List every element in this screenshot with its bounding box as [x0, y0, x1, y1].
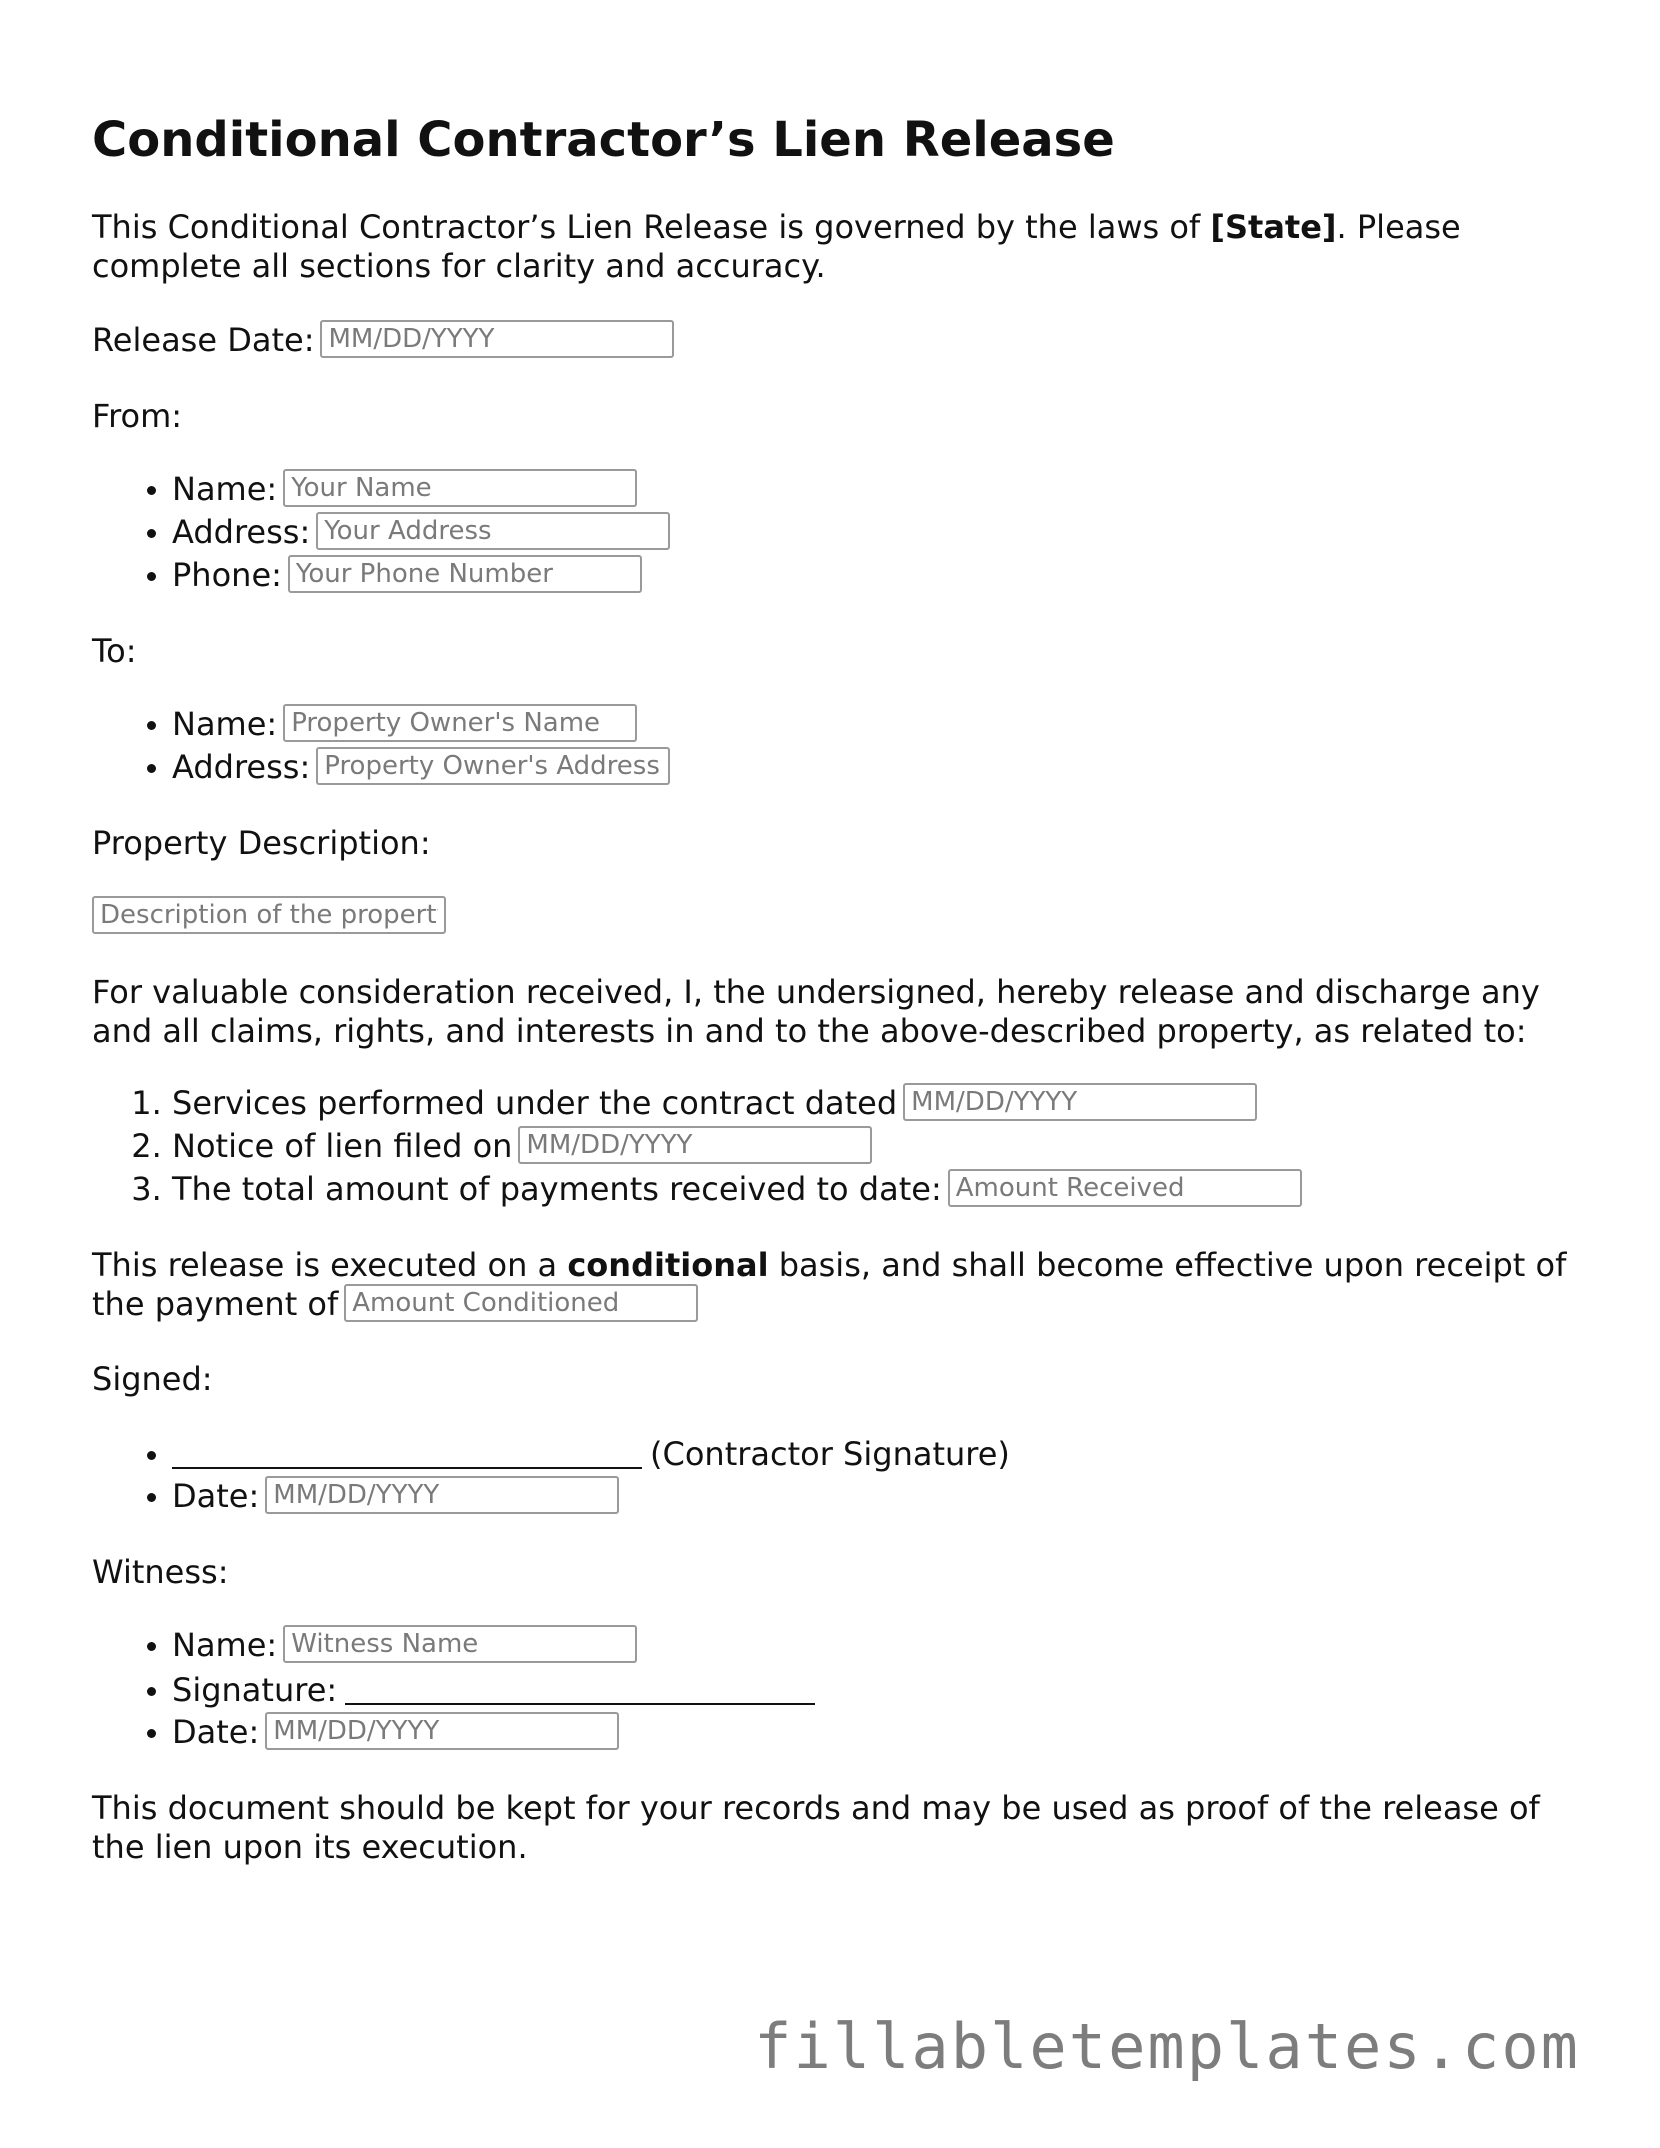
consideration-paragraph: For valuable consideration received, I, the undersigned, hereby release and discharge any and all claims, rights, and interests in and to the above-described property, as related to: [92, 973, 1540, 1050]
to-address-label: Address: [172, 748, 311, 786]
release-date-input[interactable] [320, 320, 674, 358]
witness-name-item [172, 1626, 1582, 1666]
signed-date-label: Date: [172, 1477, 260, 1515]
watermark: fillabletemplates.com [754, 2010, 1580, 2083]
from-list [92, 470, 1582, 596]
signed-date-item [172, 1477, 1582, 1517]
witness-name-input[interactable] [283, 1625, 637, 1663]
amount-received-input[interactable] [948, 1169, 1302, 1207]
to-name-label: Name: [172, 705, 278, 743]
amount-conditioned-input[interactable] [344, 1284, 698, 1322]
to-list [92, 705, 1582, 788]
witness-list [92, 1626, 1582, 1753]
from-phone-item [172, 556, 1582, 596]
from-address-input[interactable] [316, 512, 670, 550]
release-item [172, 1170, 1582, 1210]
signed-heading: Signed: [92, 1360, 213, 1398]
from-heading: From: [92, 397, 183, 435]
to-address-item [172, 748, 1582, 788]
witness-date-input[interactable] [265, 1712, 619, 1750]
release-item-label: Services performed under the contract dated [172, 1084, 898, 1122]
intro-text-before: This Conditional Contractor’s Lien Release is governed by the laws of [92, 208, 1211, 246]
from-name-label: Name: [172, 470, 278, 508]
release-item [172, 1084, 1582, 1124]
release-items-list [92, 1084, 1582, 1210]
contractor-signature-line[interactable] [172, 1437, 642, 1469]
from-address-label: Address: [172, 513, 311, 551]
from-name-input[interactable] [283, 469, 637, 507]
intro-text-after: . Please complete all sections for clarity and accuracy. [92, 208, 1461, 285]
signed-date-input[interactable] [265, 1476, 619, 1514]
from-address-item [172, 513, 1582, 553]
state-placeholder: [State] [1210, 208, 1337, 246]
witness-name-label: Name: [172, 1626, 278, 1664]
from-phone-label: Phone: [172, 556, 282, 594]
page-title: Conditional Contractor’s Lien Release [92, 112, 1115, 168]
witness-signature-item [172, 1669, 1582, 1710]
signed-list [92, 1433, 1582, 1517]
lien-filed-date-input[interactable] [518, 1126, 872, 1164]
contractor-signature-label: (Contractor Signature) [650, 1435, 1010, 1473]
witness-date-item [172, 1713, 1582, 1753]
from-phone-input[interactable] [288, 555, 642, 593]
release-date-row [92, 321, 1582, 361]
conditional-bold: conditional [567, 1246, 769, 1284]
release-item-label: The total amount of payments received to date: [172, 1170, 942, 1208]
property-row [92, 897, 1582, 937]
property-heading: Property Description: [92, 824, 431, 862]
contractor-signature-item [172, 1433, 1582, 1474]
release-item-label: Notice of lien filed on [172, 1127, 513, 1165]
document-page [92, 110, 1582, 1902]
witness-signature-label: Signature: [172, 1671, 338, 1709]
conditional-text-before: This release is executed on a [92, 1246, 568, 1284]
conditional-paragraph [92, 1246, 1582, 1325]
closing-paragraph: This document should be kept for your records and may be used as proof of the release of the lien upon its execution. [92, 1789, 1540, 1866]
to-name-item [172, 705, 1582, 745]
witness-signature-line[interactable] [345, 1673, 815, 1705]
to-name-input[interactable] [283, 704, 637, 742]
intro-paragraph [92, 208, 1582, 286]
release-date-label: Release Date: [92, 321, 315, 359]
witness-date-label: Date: [172, 1713, 260, 1751]
to-heading: To: [92, 632, 137, 670]
property-description-input[interactable] [92, 896, 446, 934]
from-name-item [172, 470, 1582, 510]
contract-date-input[interactable] [903, 1083, 1257, 1121]
release-item [172, 1127, 1582, 1167]
to-address-input[interactable] [316, 747, 670, 785]
conditional-text-after: basis, and shall become effective upon receipt of the payment of [92, 1246, 1567, 1323]
witness-heading: Witness: [92, 1553, 229, 1591]
